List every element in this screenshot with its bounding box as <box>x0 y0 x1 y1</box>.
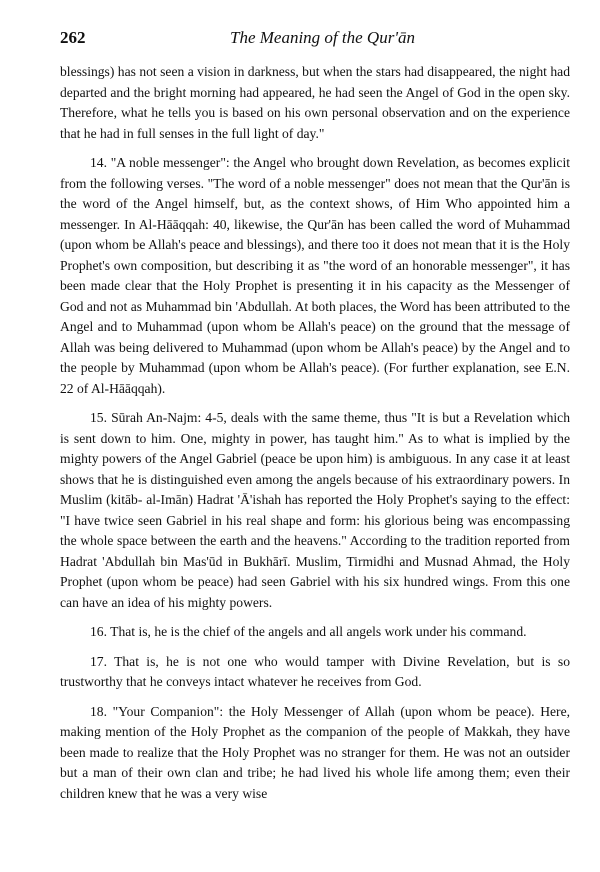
paragraph-continued: blessings) has not seen a vision in darkness, but when the stars had disappeared, the night had departed and the bright morning had appeared, he had seen the Angel of God in the open sky. Therefore, what he tells you is based on his own personal observation and on the experience that he had in full senses in the full light of day." <box>60 64 570 141</box>
page-body <box>60 62 570 813</box>
note-17: 17. That is, he is not one who would tamper with Divine Revelation, but is so trustworthy that he conveys intact whatever he receives from God. <box>60 653 570 689</box>
page-header <box>60 28 570 50</box>
running-title: The Meaning of the Qur'ān <box>230 28 415 47</box>
note-16: 16. That is, he is the chief of the angels and all angels work under his command. <box>90 624 527 639</box>
note-18: 18. "Your Companion": the Holy Messenger of Allah (upon whom be peace). Here, making mention of the Holy Prophet as the companion of the people of Makkah, they have been made to realize that the Holy Prophet was no stranger for them. He was not an outsider but a man of their own clan and tribe; he had lived his whole life among them; even their children knew that he was a very wise <box>60 703 570 801</box>
page-number: 262 <box>60 28 86 47</box>
note-15: 15. Sūrah An-Najm: 4-5, deals with the same theme, thus "It is but a Revelation which is sent down to him. One, mighty in power, has taught him." As to what is implied by the mighty powers of the Angel Gabriel (peace be upon him) is ambiguous. In any case it at least shows that he is distinguished even among the angels because of his extraordinary powers. In Muslim (kitāb- al-Imān) Hadrat 'Ā'ishah has reported the Holy Prophet's saying to the effect: "I have twice seen Gabriel in his real shape and form: his glorious being was encompassing the whole space between the earth and the heavens." According to the tradition reported from Hadrat 'Abdullah bin Mas'ūd in Bukhārī. Muslim, Tirmidhi and Musnad Ahmad, the Holy Prophet (upon whom be peace) had seen Gabriel with his six hundred wings. From this one can have an idea of his mighty powers. <box>60 410 570 610</box>
note-14: 14. "A noble messenger": the Angel who brought down Revelation, as becomes explicit from the following verses. "The word of a noble messenger" does not mean that the Qur'ān is the word of the Angel himself, but, as the context shows, of Him Who appointed him a messenger. In Al-Hāāqqah: 40, likewise, the Qur'ān has been called the word of Muhammad (upon whom be Allah's peace and blessings), and there too it does not mean that it is the Holy Prophet's own composition, but describing it as "the word of an honorable messenger", it has been made clear that the Holy Prophet is presenting it in his capacity as the Messenger of God and not as Muhammad bin 'Abdullah. At both places, the Word has been attributed to the Angel and to Muhammad (upon whom be Allah's peace) on the ground that the message of Allah was being delivered to Muhammad (upon whom be Allah's peace) by the Angel and to the people by Muhammad (upon whom be Allah's peace). (For further explanation, see E.N. 22 of Al-Hāāqqah). <box>60 155 570 396</box>
